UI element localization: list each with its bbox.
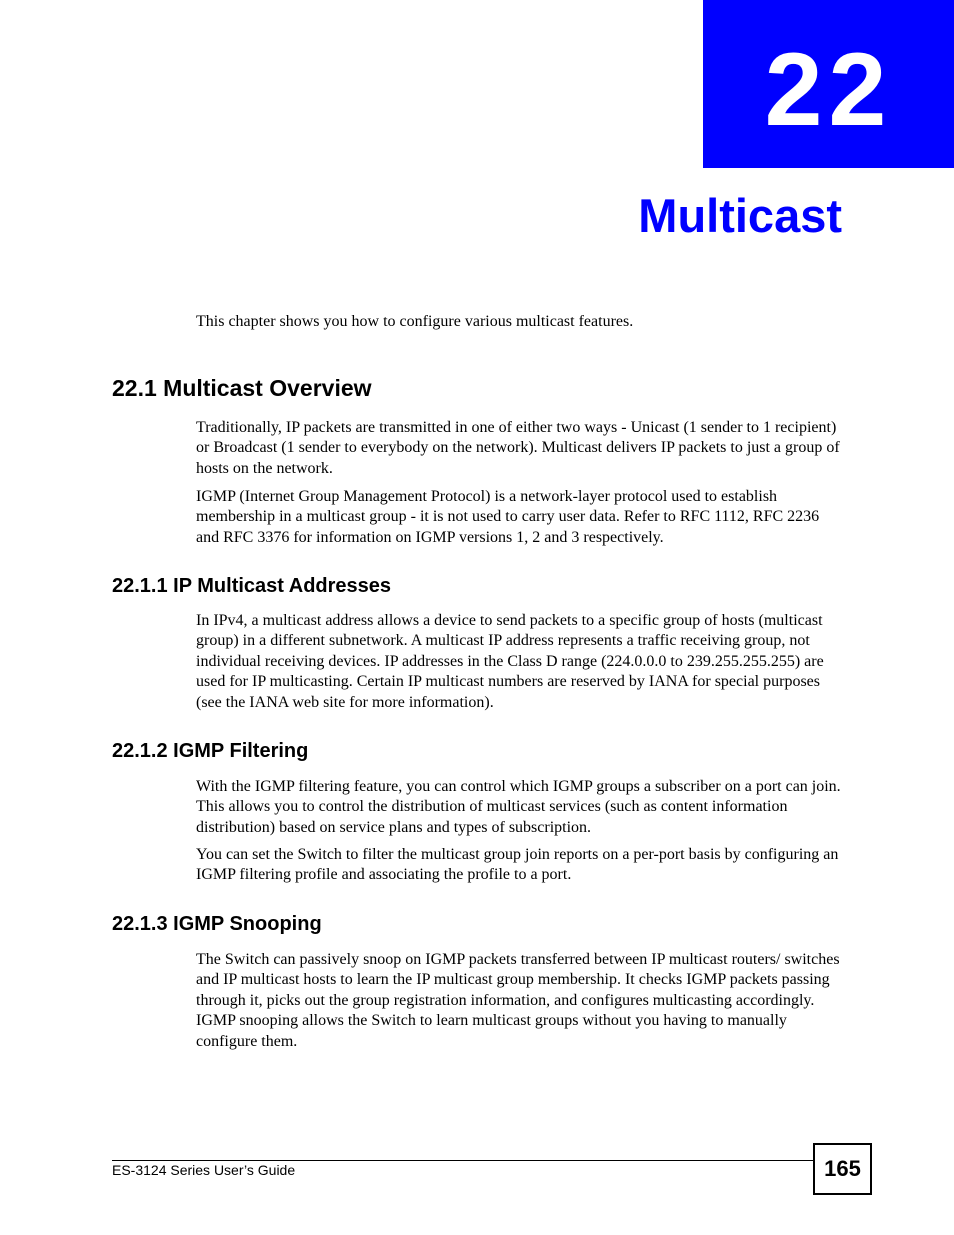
section-heading-igmp-filtering: 22.1.2 IGMP Filtering: [112, 740, 309, 762]
section-heading-overview: 22.1 Multicast Overview: [112, 375, 372, 401]
footer-divider: [112, 1160, 814, 1161]
page-number: 165: [813, 1143, 872, 1195]
chapter-title: Multicast: [638, 189, 842, 242]
igmp-filtering-paragraph-2: You can set the Switch to filter the multicast group join reports on a per-port basis by configuring an IGMP filtering profile and associating the profile to a port.: [196, 846, 839, 884]
overview-paragraph-1: Traditionally, IP packets are transmitted in one of either two ways - Unicast (1 sender to 1 recipient) or Broadcast (1 sender to everybody on the network). Multicast delivers IP packets to just a group of hosts on the network.: [196, 419, 840, 477]
chapter-number: 22: [764, 32, 893, 148]
footer-guide-title: ES-3124 Series User’s Guide: [112, 1162, 296, 1178]
overview-paragraph-2: IGMP (Internet Group Management Protocol) is a network-layer protocol used to establish membership in a multicast group - it is not used to carry user data. Refer to RFC 1112, RFC 2236 and RFC 3376 for information on IGMP versions 1, 2 and 3 respectively.: [196, 488, 820, 546]
ip-addresses-paragraph: In IPv4, a multicast address allows a device to send packets to a specific group of hosts (multicast group) in a different subnetwork. A multicast IP address represents a traffic receiving group, not individual receiving devices. IP addresses in the Class D range (224.0.0.0 to 239.255.255.255) are used for IP multicasting. Certain IP multicast numbers are reserved by IANA for special purposes (see the IANA web site for more information).: [196, 612, 824, 711]
igmp-filtering-paragraph-1: With the IGMP filtering feature, you can control which IGMP groups a subscriber on a port can join. This allows you to control the distribution of multicast services (such as content information distribution) based on service plans and types of subscription.: [196, 778, 841, 836]
section-heading-igmp-snooping: 22.1.3 IGMP Snooping: [112, 913, 322, 935]
chapter-number-box: [703, 0, 954, 168]
igmp-snooping-paragraph: The Switch can passively snoop on IGMP packets transferred between IP multicast routers/ switches and IP multicast hosts to learn the IP multicast group membership. It checks IGMP packets passing through it, picks out the group registration information, and configures multicasting accordingly. IGMP snooping allows the Switch to learn multicast groups without you having to manually configure them.: [196, 951, 840, 1050]
section-heading-ip-addresses: 22.1.1 IP Multicast Addresses: [112, 575, 392, 597]
intro-paragraph: This chapter shows you how to configure various multicast features.: [196, 313, 634, 330]
